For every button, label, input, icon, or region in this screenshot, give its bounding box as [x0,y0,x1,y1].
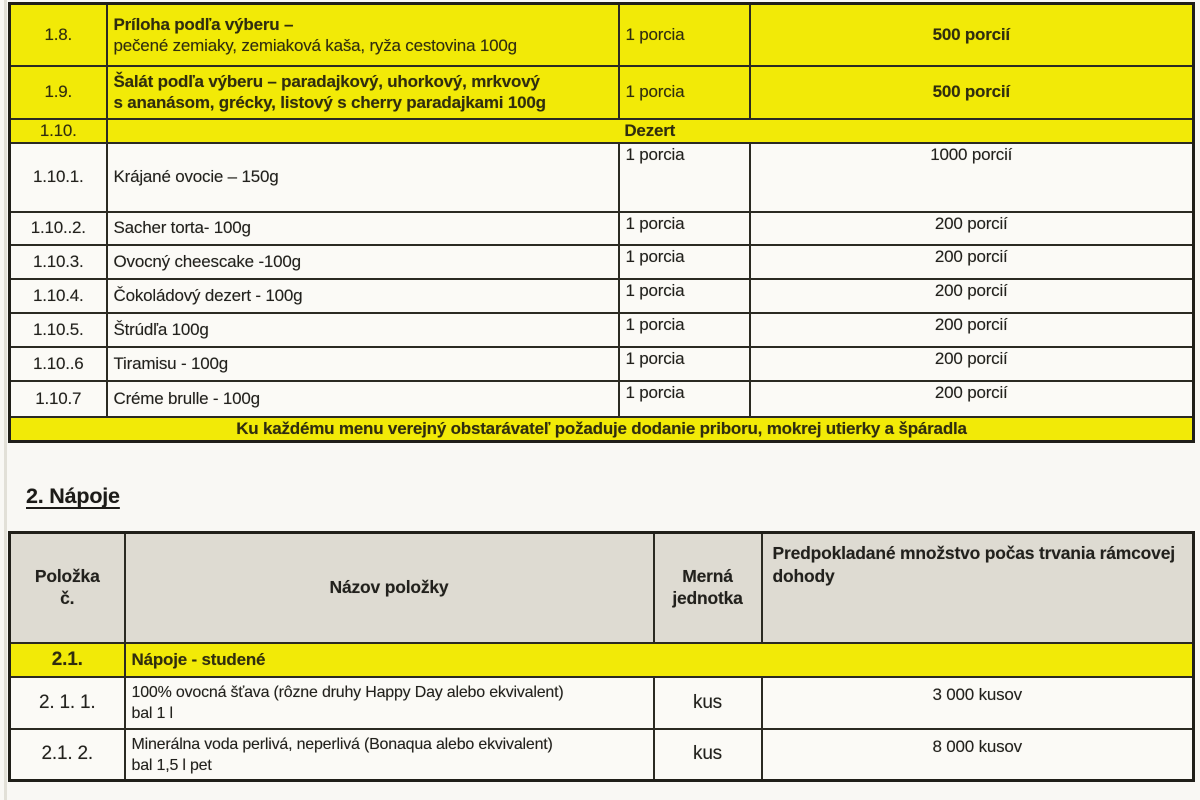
item-name: Krájané ovocie – 150g [107,143,619,212]
item-quantity: 200 porcií [750,245,1194,279]
item-name [107,66,619,119]
item-unit: 1 porcia [619,313,750,347]
item-name [107,4,619,66]
item-name-line1: Príloha podľa výberu – [113,14,294,34]
header-item-number [10,533,125,643]
item-name [125,729,654,781]
item-name: Ovocný cheescake -100g [107,245,619,279]
header-item-name: Názov položky [125,533,654,643]
header-item-number-line1: Položka [34,565,100,586]
table-row [10,381,1194,417]
item-unit: kus [654,729,762,781]
item-unit: 1 porcia [619,4,750,66]
item-number: 1.9. [10,66,107,119]
table-row [10,143,1194,212]
item-quantity: 500 porcií [750,66,1194,119]
table-row [10,4,1194,66]
item-number: 2.1. 2. [10,729,125,781]
item-unit: 1 porcia [619,245,750,279]
item-name: Créme brulle - 100g [107,381,619,417]
item-number: 1.10..2. [10,212,107,245]
item-name-line1: Minerálna voda perlivá, neperlivá (Bonaqua alebo ekvivalent) [131,735,553,753]
item-number: 1.10..6 [10,347,107,381]
item-unit: 1 porcia [619,381,750,417]
table-row [10,677,1194,729]
item-number: 1.10.3. [10,245,107,279]
category-row [10,119,1194,143]
item-number: 2.1. [10,643,125,677]
item-number: 1.10.7 [10,381,107,417]
header-unit-line1: Merná [682,565,733,586]
item-name-line2: pečené zemiaky, zemiaková kaša, ryža cestovina 100g [113,35,517,55]
item-name [125,677,654,729]
section-heading: 2. Nápoje [26,484,120,508]
item-number: 1.10.5. [10,313,107,347]
header-quantity: Predpokladané množstvo počas trvania rámcovej dohody [762,533,1194,643]
item-quantity: 200 porcií [750,381,1194,417]
item-number: 1.10. [10,119,107,143]
table-row [10,66,1194,119]
table-row [10,279,1194,313]
header-unit-line2: jednotka [672,587,743,608]
category-label: Dezert [107,119,1194,143]
item-number: 1.10.4. [10,279,107,313]
menu-items-table [8,2,1195,443]
item-unit: 1 porcia [619,279,750,313]
item-number: 1.10.1. [10,143,107,212]
note-row [10,417,1194,442]
item-name-line2: bal 1,5 l pet [131,757,212,775]
item-unit: 1 porcia [619,212,750,245]
item-name-line2: s ananásom, grécky, listový s cherry paradajkami 100g [113,93,546,112]
item-name-line1: 100% ovocná šťava (rôzne druhy Happy Day alebo ekvivalent) [131,683,564,701]
table-row [10,245,1194,279]
beverages-table [8,531,1195,782]
scan-edge-artifact [4,0,7,800]
header-row [10,533,1194,643]
item-name: Sacher torta- 100g [107,212,619,245]
item-name: Štrúdľa 100g [107,313,619,347]
item-name: Čokoládový dezert - 100g [107,279,619,313]
item-unit: kus [654,677,762,729]
item-quantity: 200 porcií [750,212,1194,245]
item-quantity: 200 porcií [750,279,1194,313]
table-row [10,729,1194,781]
item-unit: 1 porcia [619,347,750,381]
item-quantity: 200 porcií [750,347,1194,381]
table-row [10,212,1194,245]
item-name-line1: Šalát podľa výberu – paradajkový, uhorkový, mrkvový [113,71,540,91]
item-name: Tiramisu - 100g [107,347,619,381]
category-row [10,643,1194,677]
table-row [10,313,1194,347]
category-label: Nápoje - studené [125,643,1194,677]
item-number: 1.8. [10,4,107,66]
header-unit [654,533,762,643]
item-unit: 1 porcia [619,143,750,212]
item-quantity: 1000 porcií [750,143,1194,212]
item-quantity: 500 porcií [750,4,1194,66]
item-unit: 1 porcia [619,66,750,119]
table-row [10,347,1194,381]
item-number: 2. 1. 1. [10,677,125,729]
cutlery-note: Ku každému menu verejný obstarávateľ požaduje dodanie priboru, mokrej utierky a špáradla [10,417,1194,442]
item-quantity: 3 000 kusov [762,677,1194,729]
item-quantity: 8 000 kusov [762,729,1194,781]
header-item-number-line2: č. [60,587,75,608]
item-name-line2: bal 1 l [131,705,173,723]
item-quantity: 200 porcií [750,313,1194,347]
